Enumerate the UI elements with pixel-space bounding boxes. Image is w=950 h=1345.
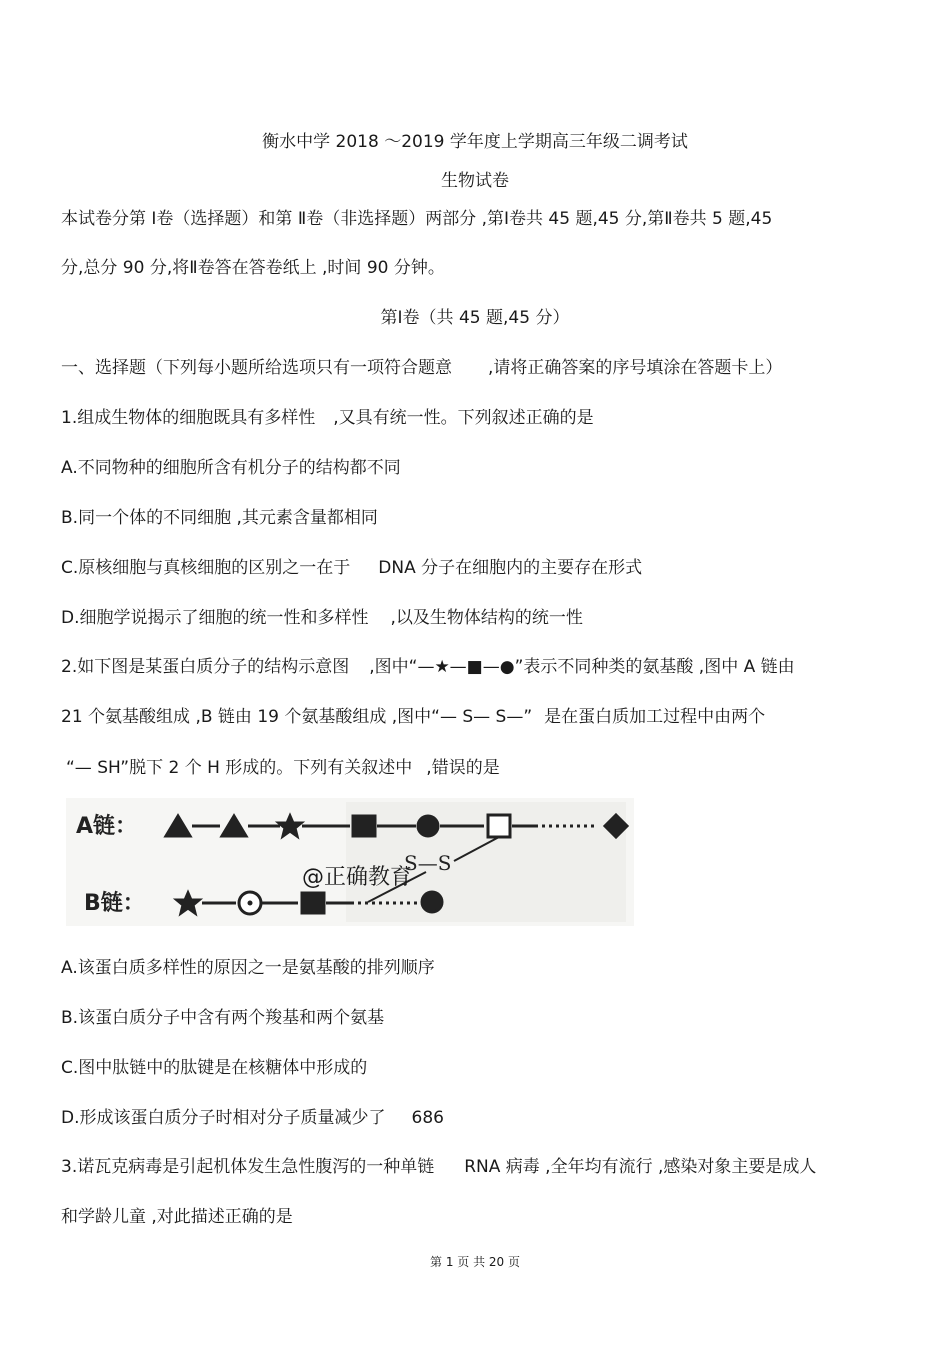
q1-stem-part-1: 1.组成生物体的细胞既具有多样性 bbox=[61, 408, 316, 428]
q1-stem bbox=[61, 407, 594, 429]
square-residue-icon bbox=[302, 893, 324, 913]
intro-line-2: 分,总分 90 分,将Ⅱ卷答在答卷纸上 ,时间 90 分钟。 bbox=[61, 258, 445, 278]
exam-title: 衡水中学 2018 ～2019 学年度上学期高三年级二调考试 bbox=[262, 132, 688, 152]
circle-residue-icon bbox=[418, 816, 438, 836]
open-square-residue-icon bbox=[488, 815, 510, 837]
star-residue-icon bbox=[177, 893, 199, 913]
q2-option-d bbox=[61, 1107, 444, 1129]
q2-option-c: C.图中肽链中的肽键是在核糖体中形成的 bbox=[61, 1058, 368, 1078]
q1-stem-part-2: ,又具有统一性。下列叙述正确的是 bbox=[333, 408, 594, 428]
q2-option-b: B.该蛋白质分子中含有两个羧基和两个氨基 bbox=[61, 1008, 385, 1028]
star-residue-icon bbox=[279, 816, 301, 836]
q2-option-d-value: 686 bbox=[411, 1108, 444, 1128]
q2-stem-1-part-1: 2.如下图是某蛋白质分子的结构示意图 bbox=[61, 657, 350, 677]
q1-option-c bbox=[61, 557, 642, 579]
instruction-part-1: 一、选择题（下列每小题所给选项只有一项符合题意 bbox=[61, 358, 452, 378]
q3-stem-line-1 bbox=[61, 1156, 816, 1178]
triangle-residue-icon bbox=[222, 816, 246, 836]
triangle-residue-icon bbox=[166, 816, 190, 836]
circle-residue-icon bbox=[422, 892, 442, 912]
q3-stem-1-part-2: RNA 病毒 ,全年均有流行 ,感染对象主要是成人 bbox=[464, 1157, 817, 1177]
chain-a-label: A链： bbox=[76, 814, 138, 839]
q1-option-d bbox=[61, 607, 583, 629]
section-title: 第Ⅰ卷（共 45 题,45 分） bbox=[380, 308, 570, 328]
circle-center-dot bbox=[248, 901, 253, 906]
q2-option-d-part-1: D.形成该蛋白质分子时相对分子质量减少了 bbox=[61, 1108, 386, 1128]
chain-b-label: B链： bbox=[84, 891, 145, 916]
q2-stem-line-3 bbox=[66, 757, 500, 779]
q2-stem-2-part-2: 是在蛋白质加工过程中由两个 bbox=[544, 707, 766, 727]
instruction-part-2: ,请将正确答案的序号填涂在答题卡上） bbox=[488, 358, 783, 378]
q2-option-a: A.该蛋白质多样性的原因之一是氨基酸的排列顺序 bbox=[61, 958, 435, 978]
protein-structure-figure bbox=[66, 798, 634, 926]
q1-option-d-part-2: ,以及生物体结构的统一性 bbox=[390, 608, 583, 628]
q2-stem-1-part-2: ,图中“—★—■—●”表示不同种类的氨基酸 ,图中 A 链由 bbox=[369, 657, 795, 677]
square-residue-icon bbox=[353, 816, 375, 836]
page-footer: 第 1 页 共 20 页 bbox=[430, 1255, 520, 1269]
q1-option-d-part-1: D.细胞学说揭示了细胞的统一性和多样性 bbox=[61, 608, 369, 628]
q2-stem-2-part-1: 21 个氨基酸组成 ,B 链由 19 个氨基酸组成 ,图中“— S— S—” bbox=[61, 707, 533, 727]
q3-stem-1-part-1: 3.诺瓦克病毒是引起机体发生急性腹泻的一种单链 bbox=[61, 1157, 435, 1177]
q2-stem-line-1 bbox=[61, 656, 795, 678]
watermark-text: @正确教育 bbox=[302, 865, 413, 890]
q1-option-c-part-1: C.原核细胞与真核细胞的区别之一在于 bbox=[61, 558, 351, 578]
intro-line-1: 本试卷分第 Ⅰ卷（选择题）和第 Ⅱ卷（非选择题）两部分 ,第Ⅰ卷共 45 题,45 分,第Ⅱ卷共 5 题,45 bbox=[61, 209, 773, 229]
q1-option-c-part-2: DNA 分子在细胞内的主要存在形式 bbox=[378, 558, 643, 578]
bond-label: S—S bbox=[404, 851, 452, 875]
q1-option-a: A.不同物种的细胞所含有机分子的结构都不同 bbox=[61, 458, 401, 478]
q1-option-b: B.同一个体的不同细胞 ,其元素含量都相同 bbox=[61, 508, 378, 528]
q2-stem-3-part-1: “— SH”脱下 2 个 H 形成的。下列有关叙述中 bbox=[66, 758, 413, 778]
q3-stem-line-2: 和学龄儿童 ,对此描述正确的是 bbox=[61, 1207, 293, 1227]
subject-title: 生物试卷 bbox=[441, 171, 509, 191]
q2-stem-line-2 bbox=[61, 706, 765, 728]
q2-stem-3-part-2: ,错误的是 bbox=[426, 758, 500, 778]
section-instruction bbox=[61, 357, 782, 379]
